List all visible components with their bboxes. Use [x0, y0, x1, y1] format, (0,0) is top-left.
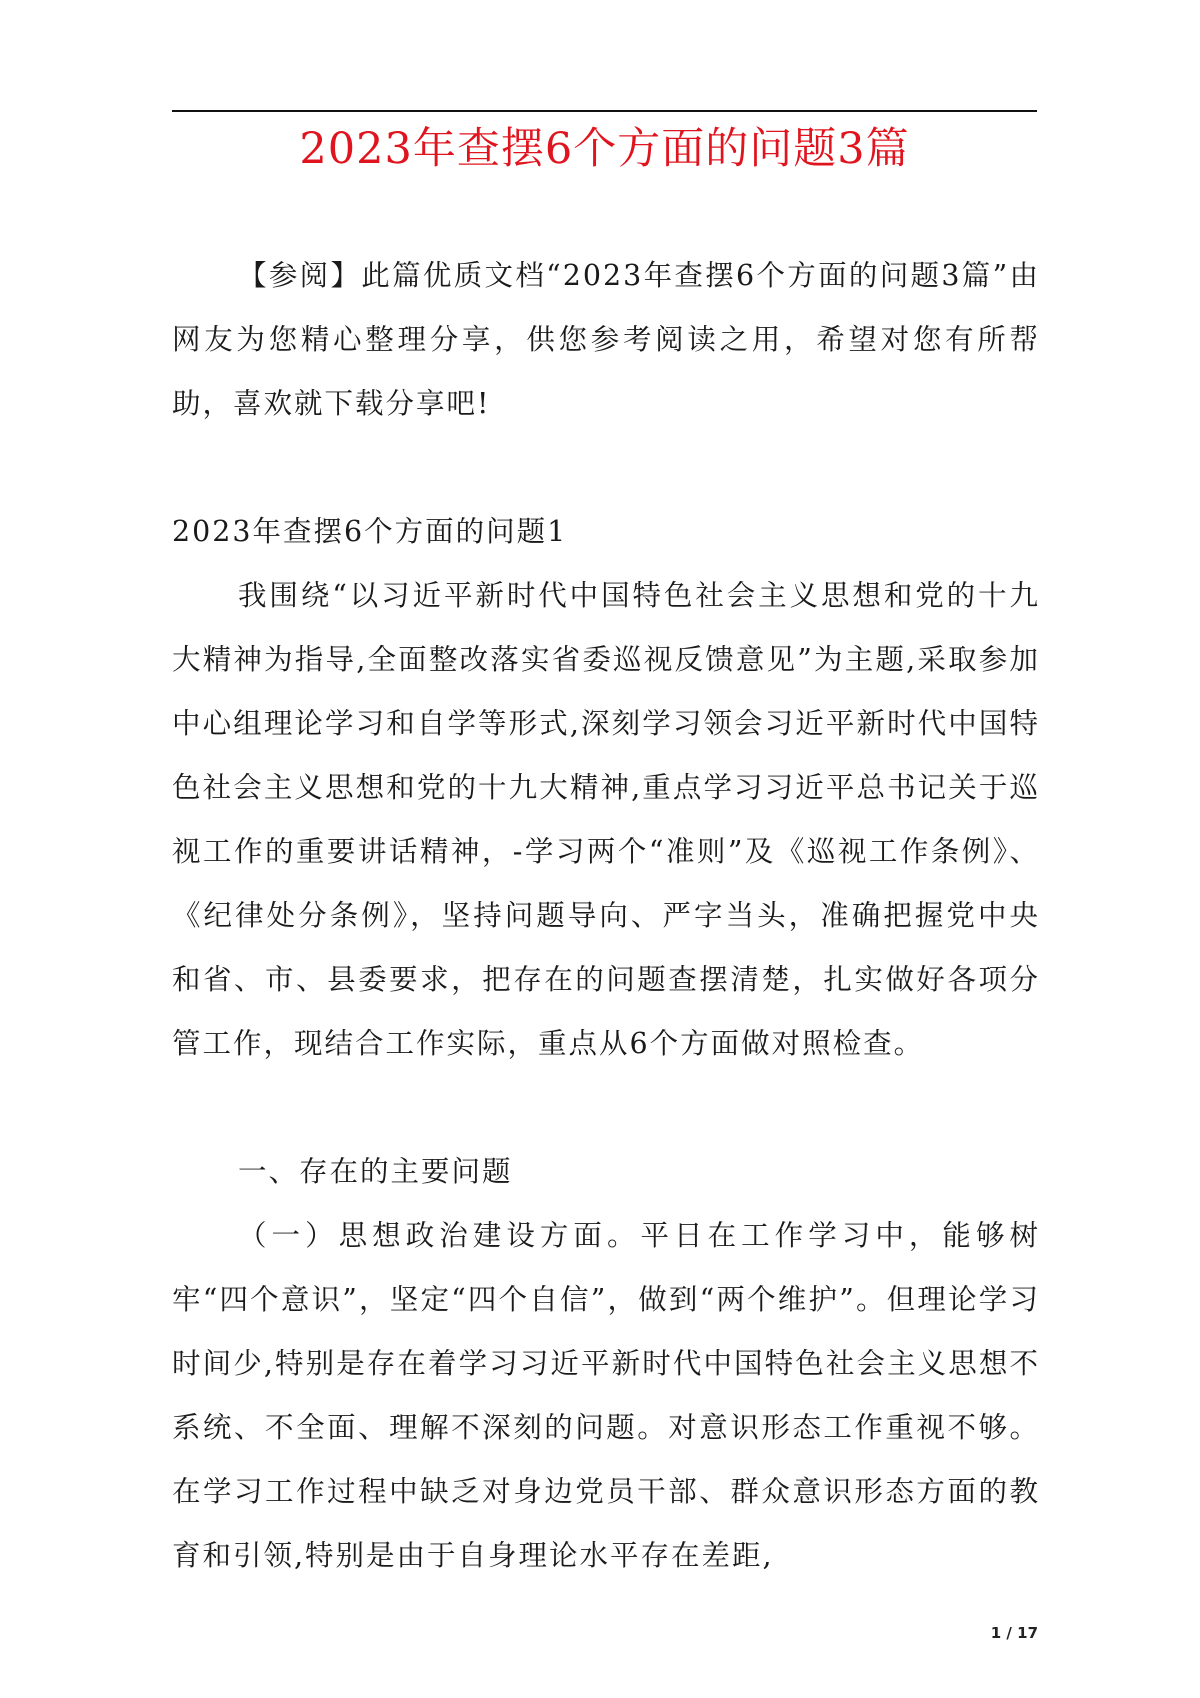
page-number: 1 / 17 — [990, 1624, 1038, 1642]
intro-paragraph: 【参阅】此篇优质文档“2023年查摆6个方面的问题3篇”由网友为您精心整理分享，供您参考阅读之用，希望对您有所帮助，喜欢就下载分享吧! — [172, 259, 1040, 420]
subheading-main-problems: 一、存在的主要问题 — [238, 1155, 513, 1188]
body-paragraph-2: （一）思想政治建设方面。平日在工作学习中，能够树牢“四个意识”，坚定“四个自信”，做到“两个维护”。但理论学习时间少,特别是存在着学习习近平新时代中国特色社会主义思想不系统、不全面、理解不深刻的问题。对意识形态工作重视不够。在学习工作过程中缺乏对身边党员干部、群众意识形态方面的教育和引领,特别是由于自身理论水平存在差距, — [172, 1219, 1040, 1572]
body-paragraph-1: 我围绕“以习近平新时代中国特色社会主义思想和党的十九大精神为指导,全面整改落实省委巡视反馈意见”为主题,采取参加中心组理论学习和自学等形式,深刻学习领会习近平新时代中国特色社会主义思想和党的十九大精神,重点学习习近平总书记关于巡视工作的重要讲话精神，-学习两个“准则”及《巡视工作条例》、《纪律处分条例》，坚持问题导向、严字当头，准确把握党中央和省、市、县委要求，把存在的问题查摆清楚，扎实做好各项分管工作，现结合工作实际，重点从6个方面做对照检查。 — [172, 579, 1040, 1060]
section-title: 2023年查摆6个方面的问题1 — [172, 515, 568, 548]
document-title: 2023年查摆6个方面的问题3篇 — [299, 124, 910, 174]
